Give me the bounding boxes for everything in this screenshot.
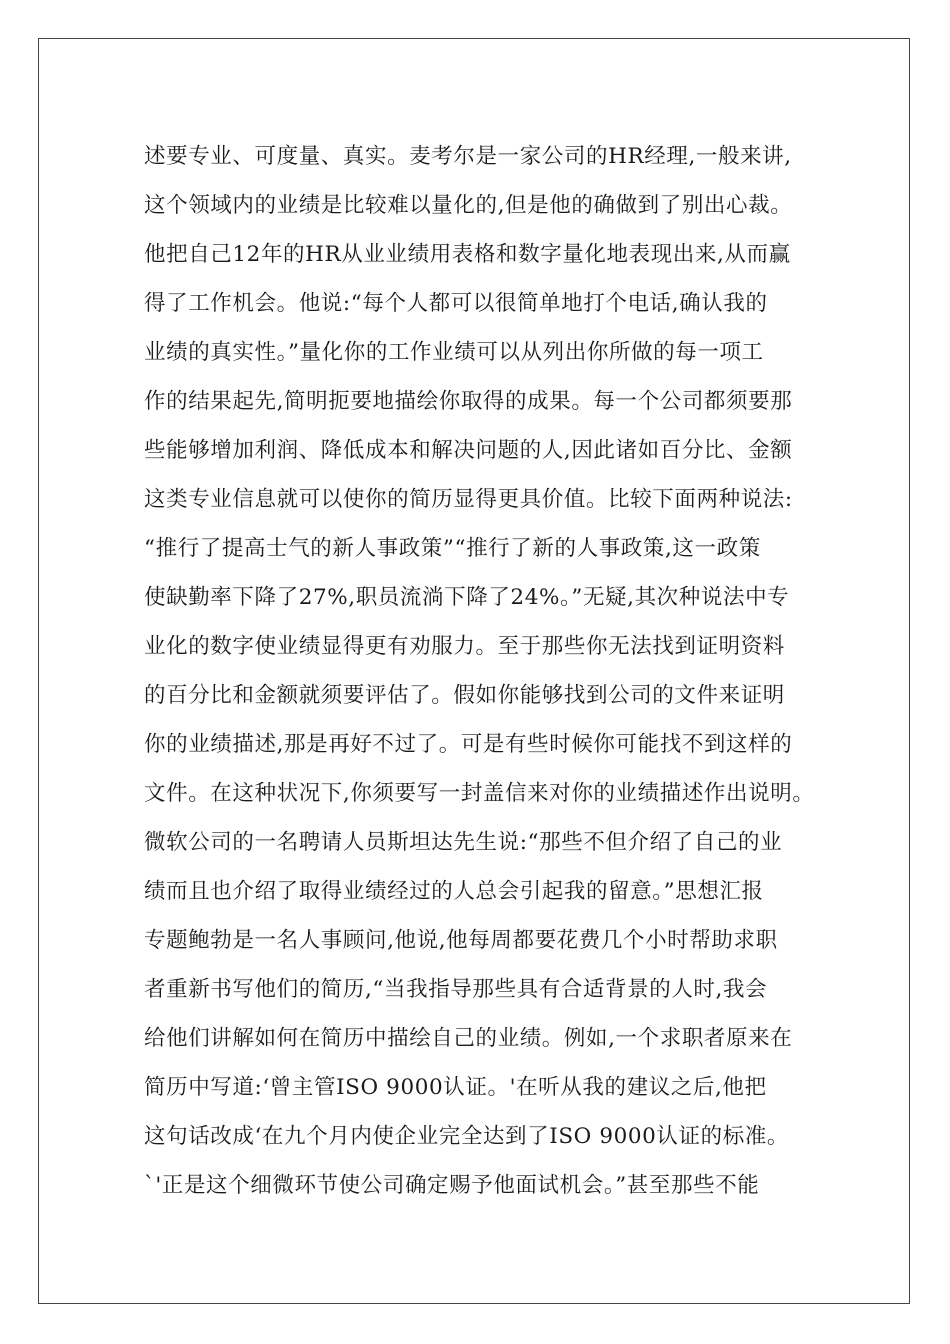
text-line: 作的结果起先,简明扼要地描绘你取得的成果。每一个公司都须要那 (144, 389, 793, 414)
text-line: 这句话改成‘在九个月内使企业完全达到了ISO 9000认证的标准。 (144, 1124, 790, 1149)
text-line: 绩而且也介绍了取得业绩经过的人总会引起我的留意。”思想汇报 (144, 879, 764, 904)
text-line: 文件。在这种状况下,你须要写一封盖信来对你的业绩描述作出说明。 (144, 781, 815, 806)
text-line: 他把自己12年的HR从业业绩用表格和数字量化地表现出来,从而赢 (144, 242, 791, 267)
text-line: 者重新书写他们的简历,“当我指导那些具有合适背景的人时,我会 (144, 977, 768, 1002)
body-text (144, 132, 814, 1210)
text-line: 简历中写道:‘曾主管ISO 9000认证。'在听从我的建议之后,他把 (144, 1075, 767, 1100)
text-line: 业绩的真实性。”量化你的工作业绩可以从列出你所做的每一项工 (144, 340, 764, 365)
text-line: 些能够增加利润、降低成本和解决问题的人,因此诸如百分比、金额 (144, 438, 793, 463)
text-line: `'正是这个细微环节使公司确定赐予他面试机会。”甚至那些不能 (144, 1173, 760, 1198)
text-line: 这类专业信息就可以使你的简历显得更具价值。比较下面两种说法: (144, 487, 793, 512)
text-line: 得了工作机会。他说:“每个人都可以很简单地打个电话,确认我的 (144, 291, 768, 316)
text-line: 业化的数字使业绩显得更有劝服力。至于那些你无法找到证明资料 (144, 634, 785, 659)
text-line: 使缺勤率下降了27%,职员流淌下降了24%。”无疑,其次种说法中专 (144, 585, 790, 610)
text-line: 述要专业、可度量、真实。麦考尔是一家公司的HR经理,一般来讲, (144, 144, 792, 169)
text-line: 你的业绩描述,那是再好不过了。可是有些时候你可能找不到这样的 (144, 732, 793, 757)
text-line: 微软公司的一名聘请人员斯坦达先生说:“那些不但介绍了自己的业 (144, 830, 783, 855)
text-line: “推行了提高士气的新人事政策”“推行了新的人事政策,这一政策 (144, 536, 761, 561)
text-line: 给他们讲解如何在简历中描绘自己的业绩。例如,一个求职者原来在 (144, 1026, 793, 1051)
text-line: 这个领域内的业绩是比较难以量化的,但是他的确做到了别出心裁。 (144, 193, 793, 218)
text-line: 专题鲍勃是一名人事顾问,他说,他每周都要花费几个小时帮助求职 (144, 928, 778, 953)
text-line: 的百分比和金额就须要评估了。假如你能够找到公司的文件来证明 (144, 683, 785, 708)
